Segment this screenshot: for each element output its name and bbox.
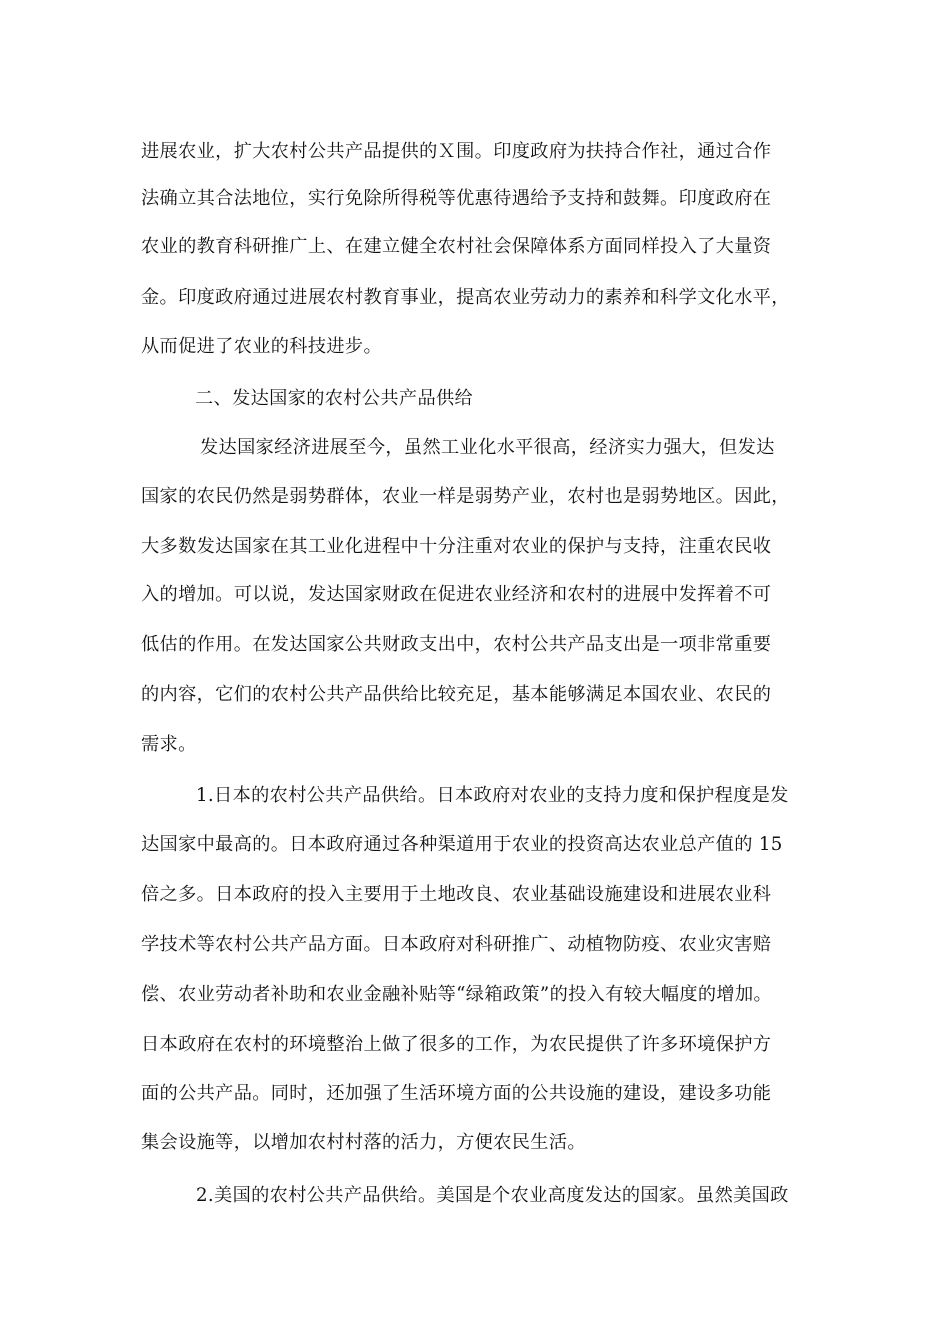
text-line: 达国家中最高的。日本政府通过各种渠道用于农业的投资高达农业总产值的 15	[141, 834, 783, 855]
text-line: 农业的教育科研推广上、在建立健全农村社会保障体系方面同样投入了大量资	[141, 236, 772, 257]
text-line: 进展农业，扩大农村公共产品提供的Ｘ围。印度政府为扶持合作社，通过合作	[141, 141, 772, 162]
text-line: 2.美国的农村公共产品供给。美国是个农业高度发达的国家。虽然美国政	[196, 1185, 789, 1206]
text-line: 日本政府在农村的环境整治上做了很多的工作，为农民提供了许多环境保护方	[141, 1034, 772, 1055]
text-line: 法确立其合法地位，实行免除所得税等优惠待遇给予支持和鼓舞。印度政府在	[141, 188, 772, 209]
text-line: 大多数发达国家在其工业化进程中十分注重对农业的保护与支持，注重农民收	[141, 536, 772, 557]
text-line: 需求。	[141, 734, 197, 755]
text-line: 偿、农业劳动者补助和农业金融补贴等“绿箱政策”的投入有较大幅度的增加。	[141, 984, 773, 1005]
text-line: 倍之多。日本政府的投入主要用于土地改良、农业基础设施建设和进展农业科	[141, 884, 772, 905]
text-line: 入的增加。可以说，发达国家财政在促进农业经济和农村的进展中发挥着不可	[141, 584, 772, 605]
text-line: 集会设施等，以增加农村村落的活力，方便农民生活。	[141, 1132, 586, 1153]
text-line: 的内容，它们的农村公共产品供给比较充足，基本能够满足本国农业、农民的	[141, 684, 772, 705]
text-line: 1.日本的农村公共产品供给。日本政府对农业的支持力度和保护程度是发	[196, 785, 789, 806]
section-heading: 二、发达国家的农村公共产品供给	[195, 388, 474, 409]
text-line: 发达国家经济进展至今，虽然工业化水平很高，经济实力强大，但发达	[200, 437, 775, 458]
text-line: 学技术等农村公共产品方面。日本政府对科研推广、动植物防疫、农业灾害赔	[141, 934, 772, 955]
text-line: 面的公共产品。同时，还加强了生活环境方面的公共设施的建设，建设多功能	[141, 1083, 772, 1104]
text-line: 低估的作用。在发达国家公共财政支出中，农村公共产品支出是一项非常重要	[141, 634, 772, 655]
text-line: 从而促进了农业的科技进步。	[141, 336, 382, 357]
text-line: 国家的农民仍然是弱势群体，农业一样是弱势产业，农村也是弱势地区。因此，	[141, 486, 790, 507]
text-line: 金。印度政府通过进展农村教育事业，提高农业劳动力的素养和科学文化水平，	[141, 287, 790, 308]
